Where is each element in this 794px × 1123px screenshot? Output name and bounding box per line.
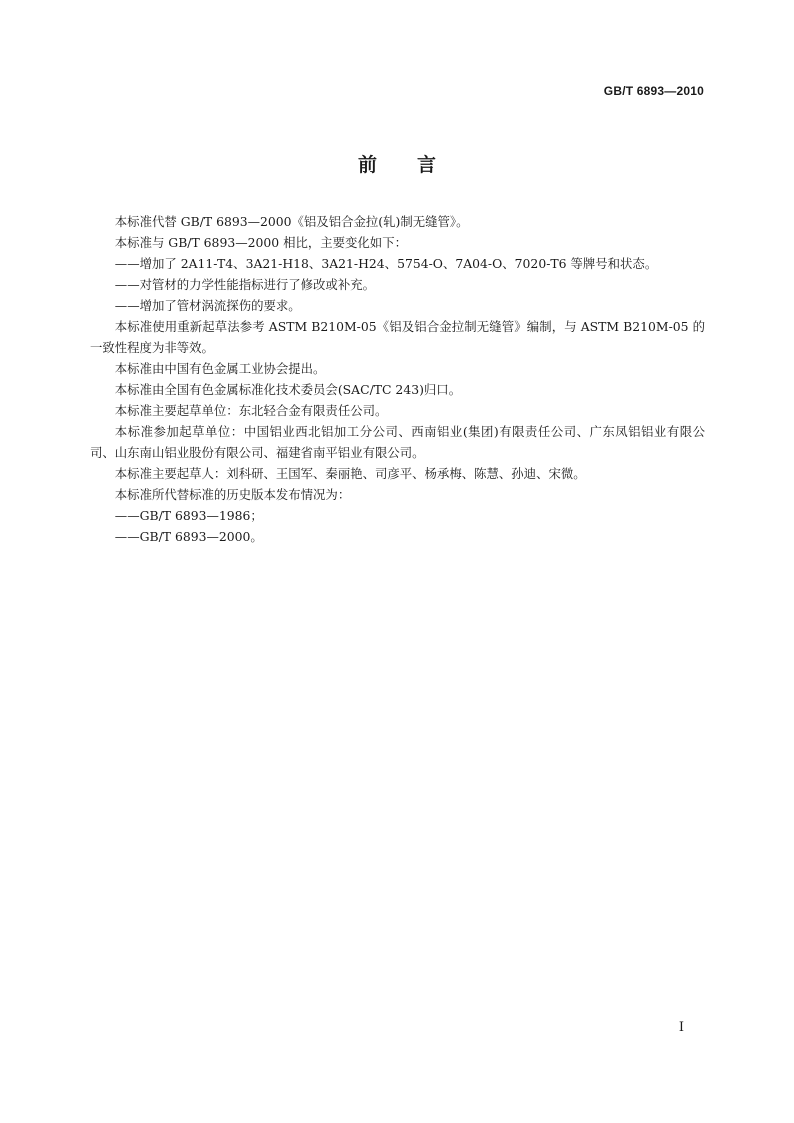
paragraph-drafters: 本标准主要起草人：刘科研、王国军、秦丽艳、司彦平、杨承梅、陈慧、孙迪、宋微。 — [114, 466, 586, 481]
paragraph-changes-intro: 本标准与 GB/T 6893—2000 相比，主要变化如下： — [114, 235, 407, 250]
paragraph-proposed-by: 本标准由中国有色金属工业协会提出。 — [114, 361, 326, 376]
list-item-history-2000: ——GB/T 6893—2000。 — [114, 529, 263, 544]
foreword-body — [90, 211, 705, 547]
list-item-change-grades: ——增加了 2A11-T4、3A21-H18、3A21-H24、5754-O、7A04-O、7020-T6 等牌号和状态。 — [114, 256, 658, 271]
list-item-change-mechanical: ——对管材的力学性能指标进行了修改或补充。 — [114, 277, 375, 292]
standard-code-header: GB/T 6893—2010 — [603, 84, 704, 98]
paragraph-replaces: 本标准代替 GB/T 6893—2000《铝及铝合金拉(轧)制无缝管》。 — [114, 214, 469, 229]
list-item-change-eddy-current: ——增加了管材涡流探伤的要求。 — [114, 298, 301, 313]
paragraph-participating-units: 本标准参加起草单位：中国铝业西北铝加工分公司、西南铝业(集团)有限责任公司、广东凤铝铝业有限公司、山东南山铝业股份有限公司、福建省南平铝业有限公司。 — [90, 424, 705, 460]
paragraph-main-drafting-unit: 本标准主要起草单位：东北轻合金有限责任公司。 — [114, 403, 388, 418]
paragraph-history-intro: 本标准所代替标准的历史版本发布情况为： — [114, 487, 351, 502]
paragraph-astm-reference: 本标准使用重新起草法参考 ASTM B210M-05《铝及铝合金拉制无缝管》编制，与 ASTM B210M-05 的一致性程度为非等效。 — [90, 319, 705, 355]
page-title: 前言 — [357, 154, 476, 176]
paragraph-centralized-by: 本标准由全国有色金属标准化技术委员会(SAC/TC 243)归口。 — [114, 382, 462, 397]
list-item-history-1986: ——GB/T 6893—1986； — [114, 508, 263, 523]
page-number: I — [678, 1020, 684, 1035]
